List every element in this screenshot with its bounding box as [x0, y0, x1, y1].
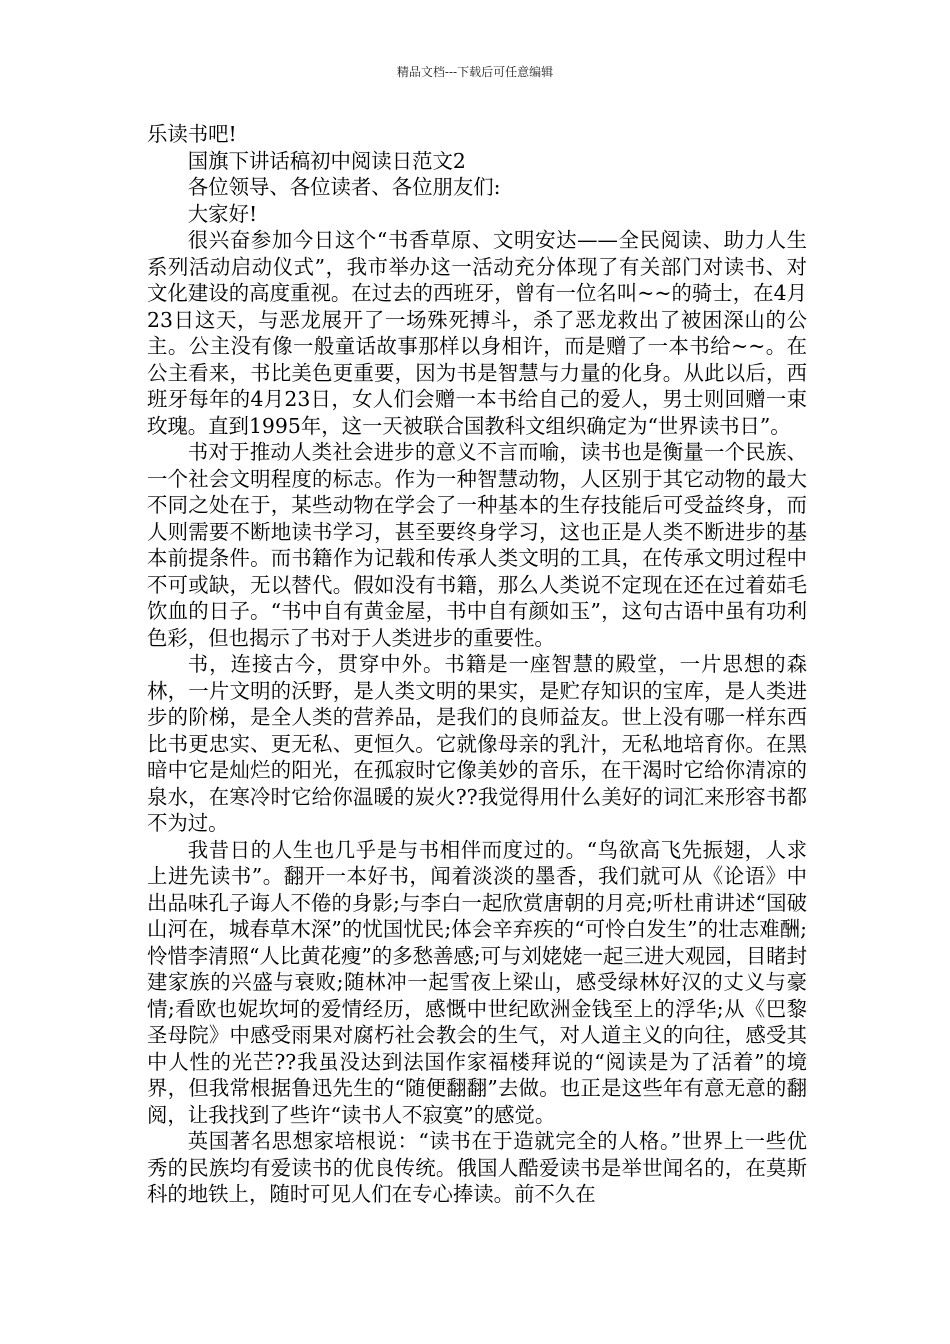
greeting: 大家好!	[187, 201, 258, 226]
paragraph: 书对于推动人类社会进步的意义不言而喻，读书也是衡量一个民族、一个社会文明程度的标志。作为一种智慧动物，人区别于其它动物的最大不同之处在于，某些动物在学会了一种基本的生存技能后可受益终身，而人则需要不断地读书学习，甚至要终身学习，这也正是人类不断进步的基本前提条件。而书籍作为记载和传承人类文明的工具，在传承文明过程中不可或缺，无以替代。假如没有书籍，那么人类说不定现在还在过着茹毛饮血的日子。“书中自有黄金屋，书中自有颜如玉”，这句古语中虽有功利色彩，但也揭示了书对于人类进步的重要性。	[147, 440, 807, 650]
paragraph: 英国著名思想家培根说：“读书在于造就完全的人格。”世界上一些优秀的民族均有爱读书的优良传统。俄国人酷爱读书是举世闻名的，在莫斯科的地铁上，随时可见人们在专心捧读。前不久在	[147, 1129, 807, 1206]
paragraph: 我昔日的人生也几乎是与书相伴而度过的。“鸟欲高飞先振翅，人求上进先读书”。翻开一本好书，闻着淡淡的墨香，我们就可从《论语》中出品味孔子诲人不倦的身影;与李白一起欣赏唐朝的月亮;听杜甫讲述“国破山河在，城春草木深”的忧国忧民;体会辛弃疾的“可怜白发生”的壮志难酬;怜惜李清照“人比黄花瘦”的多愁善感;可与刘姥姥一起三进大观园，目睹封建家族的兴盛与衰败;随林冲一起雪夜上梁山，感受绿林好汉的丈义与豪情;看欧也妮坎坷的爱情经历，感慨中世纪欧洲金钱至上的浮华;从《巴黎圣母院》中感受雨果对腐朽社会教会的生气，对人道主义的向往，感受其中人性的光芒??我虽没达到法国作家福楼拜说的“阅读是为了活着”的境界，但我常根据鲁迅先生的“随便翻翻”去做。也正是这些年有意无意的翻阅，让我找到了些许“读书人不寂寞”的感觉。	[147, 837, 807, 1127]
document-title: 国旗下讲话稿初中阅读日范文2	[187, 148, 466, 173]
salutation: 各位领导、各位读者、各位朋友们:	[187, 175, 501, 199]
document-body	[147, 121, 807, 1208]
paragraph: 很兴奋参加今日这个“书香草原、文明安达——全民阅读、助力人生系列活动启动仪式”，我市举办这一活动充分体现了有关部门对读书、对文化建设的高度重视。在过去的西班牙，曾有一位名叫~~的骑士，在4月23日这天，与恶龙展开了一场殊死搏斗，杀了恶龙救出了被困深山的公主。公主没有像一般童话故事那样以身相许，而是赠了一本书给~~。在公主看来，书比美色更重要，因为书是智慧与力量的化身。从此以后，西班牙每年的4月23日，女人们会赠一本书给自己的爱人，男士则回赠一束玫瑰。直到1995年，这一天被联合国教科文组织确定为“世界读书日”。	[147, 228, 807, 438]
paragraph: 书，连接古今，贯穿中外。书籍是一座智慧的殿堂，一片思想的森林，一片文明的沃野，是人类文明的果实，是贮存知识的宝库，是人类进步的阶梯，是全人类的营养品，是我们的良师益友。世上没有哪一样东西比书更忠实、更无私、更恒久。它就像母亲的乳汁，无私地培育你。在黑暗中它是灿烂的阳光，在孤寂时它像美妙的音乐，在干渴时它给你清凉的泉水，在寒冷时它给你温暖的炭火??我觉得用什么美好的词汇来形容书都不为过。	[147, 652, 807, 835]
paragraph-closing-line: 乐读书吧!	[147, 122, 237, 146]
page-header: 精品文档---下载后可任意编辑	[396, 65, 554, 79]
